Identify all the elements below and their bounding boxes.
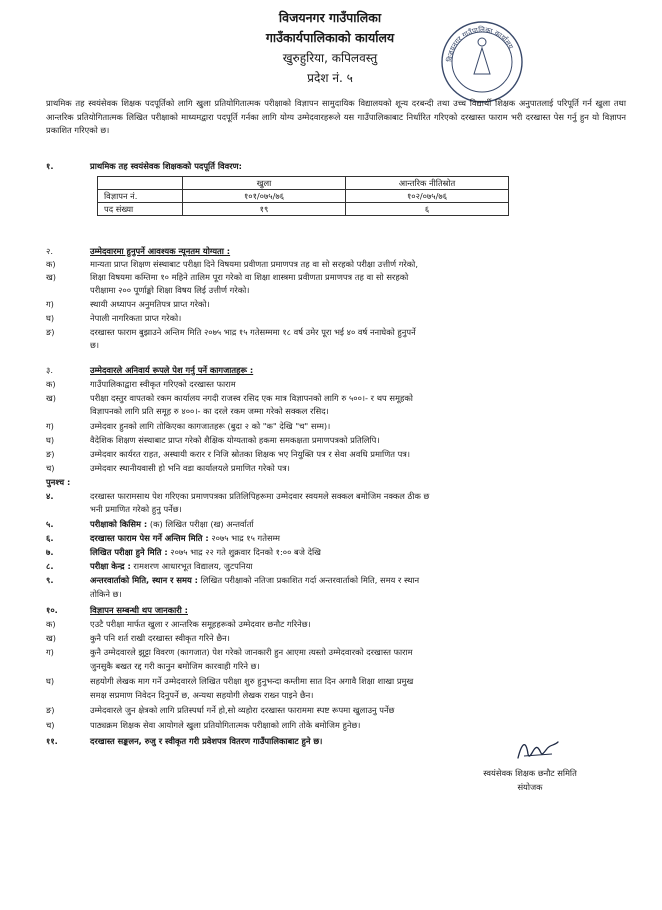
table-row: विज्ञापन नं. १०१/०७५/७६ १०२/०७५/७६ xyxy=(98,190,509,203)
committee-name: स्वयंसेवक शिक्षक छनौट समिति xyxy=(483,768,577,778)
table-row: पद संख्या १९ ६ xyxy=(98,203,509,216)
section-10-title: विज्ञापन सम्बन्धी थप जानकारी : xyxy=(90,605,188,615)
province-number: प्रदेश नं. ५ xyxy=(307,71,353,85)
office-name: गाउँकार्यपालिकाको कार्यालय xyxy=(265,30,395,45)
notice-intro: प्राथमिक तह स्वयंसेवक शिक्षक पदपूर्तिको लागि खुला प्रतियोगितात्मक परीक्षाको विज्ञापन सामुदायिक विद्यालयको शून्य दरबन्दी तथा उच्च विद्यार्थी शिक्षक अनुपातलाई परिपूर्ति गर्न खुला तथा आन्तरिक प्रतियोगितात्मक लिखित परीक्षाको माध्यमद्वारा पदपूर्ति गर्नका लागि योग्य उम्मेदवारहरूले यस गाउँपालिकाबाट निर्धारित गरिएको दरखास्त फाराम भरी दरखास्त पेस गर्नु हुन यो विज्ञापन प्रकाशित गरिएको छ। xyxy=(46,98,626,135)
section-1-title: प्राथमिक तह स्वयंसेवक शिक्षकको पदपूर्ति विवरण: xyxy=(90,161,242,171)
municipality-name: विजयनगर गाउँपालिका xyxy=(278,10,382,25)
office-address: खुरुहुरिया, कपिलवस्तु xyxy=(282,51,378,65)
section-2-title: उम्मेदवारमा हुनुपर्ने आवश्यक न्यूनतम योग्यता : xyxy=(90,246,231,256)
section-3-title: उम्मेदवारले अनिवार्य रूपले पेश गर्नु पर्ने कागजातहरू : xyxy=(90,365,254,375)
signatory-role: संयोजक xyxy=(517,782,543,792)
office-seal-stamp xyxy=(438,18,526,106)
table-header-row: खुला आन्तरिक नीतिस्रोत xyxy=(98,177,509,190)
signatory-block xyxy=(440,766,620,794)
svg-text:विजयनगर गाउँपालिका कार्यालय: विजयनगर गाउँपालिका कार्यालय xyxy=(445,25,515,63)
notice-page: विजयनगर गाउँपालिका गाउँकार्यपालिकाको कार्यालय खुरुहुरिया, कपिलवस्तु प्रदेश नं. ५ विजयनगर गाउँपालिका कार्यालय प्राथमिक तह स्वयंसेवक शिक्षक पदपूर्तिको लागि खुला प्रतियोगितात्मक परीक्षाको विज्ञापन सामुदायिक विद्यालयको शून्य दरबन्दी तथा उच्च विद्यार्थी शिक्षक अनुपातलाई परिपूर्ति गर्न खुला तथा आन्तरिक प्रतियोगितात्मक लिखित परीक्षाको माध्यमद्वारा पदपूर्ति गर्नका लागि योग्य उम्मेदवारहरूले यस गाउँपालिकाबाट निर्धारित गरिएको दरखास्त फाराम भरी दरखास्त पेस गर्नु हुन यो विज्ञापन प्रकाशित गरिएको छ। १. प्राथमिक तह स्वयंसेवक शिक्षकको पदपूर्ति विवरण: खुला आन्तरिक नीतिस्रोत विज्ञापन नं. १०१/०७५/७६ १०२/०७५/७६ पद संख्या १९ ६ २. उम्मेदवारमा हुनुपर्ने आवश्यक न्यूनतम योग्यता : क) मान्यता प्राप्त शिक्षण संस्थाबाट परीक्षा दिने विषयमा प्रवीणता प्रमाणपत्र तह वा सो सरहको परीक्षा उत्तीर्ण गरेको, ख) शिक्षा विषयमा कम्तिमा १० महिने तालिम पूरा गरेको वा शिक्षा शास्त्रमा प्रवीणता प्रमाणपत्र तह वा सो सरहको परीक्षामा २०० पूर्णाङ्को शिक्षा विषय लिई उत्तीर्ण गरेको। ग) स्थायी अध्यापन अनुमतिपत्र प्राप्त गरेको। घ) नेपाली नागरिकता प्राप्त गरेको। ङ) दरखास्त फाराम बुझाउने अन्तिम मिति २०७५ भाद्र १५ गतेसम्ममा १८ वर्ष उमेर पूरा भई ४० वर्ष ननाघेको हुनुपर्ने छ। ३. उम्मेदवारले अनिवार्य रूपले पेश गर्नु पर्ने कागजातहरू : क) गाउँपालिकाद्वारा स्वीकृत गरिएको दरखास्त फाराम ख) परीक्षा दस्तुर वापतको रकम कार्यालय नगदी राजस्व रसिद एक मात्र विज्ञापनको लागि रु ५००।- र थप समूहको विज्ञापनको लागि प्रति समूह रु ४००।- का दरले रकम जम्मा गरेको सक्कल रसिद। ग) उम्मेदवार हुनको लागि तोकिएका कागजातहरू (बुदा २ को "क" देखि "च" सम्म)। घ) वैदेशिक शिक्षण संस्थाबाट प्राप्त गरेको शैक्षिक योग्यताको हकमा समकक्षता प्रमाणपत्रको प्रतिलिपि। ङ) उम्मेदवार कार्यरत राहत, अस्थायी करार र निजि स्रोतका शिक्षक भए नियुक्ति पत्र र सेवा अवधि प्रमाणित पत्र। च) उम्मेदवार स्थानीयवासी हो भनि वडा कार्यालयले प्रमाणित गरेको पत्र। पुनश्च : ४. दरखास्त फारामसाथ पेश गरिएका प्रमाणपत्रका प्रतिलिपिहरूमा उम्मेदवार स्वयमले सक्कल बमोजिम नक्कल ठीक छ भनी प्रमाणित गरेको हुनु पर्नेछ। ५. परीक्षाको किसिम : (क) लिखित परीक्षा (ख) अन्तर्वार्ता ६. दरखास्त फाराम पेस गर्ने अन्तिम मिति : २०७५ भाद्र १५ गतेसम्म ७. लिखित परीक्षा हुने मिति : २०७५ भाद्र २२ गते शुक्रवार दिनको १:०० बजे देखि ८. परीक्षा केन्द्र : रामशरण आधारभूत विद्यालय, जुटपनिया ९. अन्तरवार्ताको मिति, स्थान र समय : लिखित परीक्षाको नतिजा प्रकाशित गर्दा अन्तरवार्ताको मिति, समय र स्थान तोकिने छ। १०. विज्ञापन सम्बन्धी थप जानकारी : क) एउटै परीक्षा मार्फत खुला र आन्तरिक समूहहरूको उम्मेदवार छनौट गरिनेछ। ख) कुनै पनि शर्त राखी दरखास्त स्वीकृत गरिने छैन। ग) कुनै उम्मेदवारले झुट्टा विवरण (कागजात) पेश गरेको जानकारी हुन आएमा त्यस्तो उम्मेदवारको दरखास्त फाराम जुनसुकै बखत रद्द गरी कानुन बमोजिम कारवाही गरिने छ। घ) सहयोगी लेखक माग गर्ने उम्मेदवारले लिखित परीक्षा शुरु हुनुभन्दा कम्तीमा सात दिन अगावै शिक्षा शाखा प्रमुख समक्ष सप्रमाण निवेदन दिनुपर्ने छ, अन्यथा सहयोगी लेखक राख्न पाइने छैन। ङ) उम्मेदवारले जुन क्षेत्रको लागि प्रतिस्पर्धा गर्ने हो,सो व्यहोरा दरखास्त फाराममा स्पष्ट रूपमा खुलाउनु पर्नेछ च) पाठ्यक्रम शिक्षक सेवा आयोगले खुला प्रतियोगितात्मक परीक्षाको लागि तोके बमोजिम हुनेछ। ११. दरखास्त सङ्कलन, रुजु र स्वीकृत गरी प्रवेशपत्र वितरण गाउँपालिकाबाट हुने छ। स्वयंसेवक शिक्षक छनौट समिति संयोजक xyxy=(0,0,662,910)
post-detail-table xyxy=(97,176,509,216)
handwritten-signature xyxy=(512,736,562,764)
